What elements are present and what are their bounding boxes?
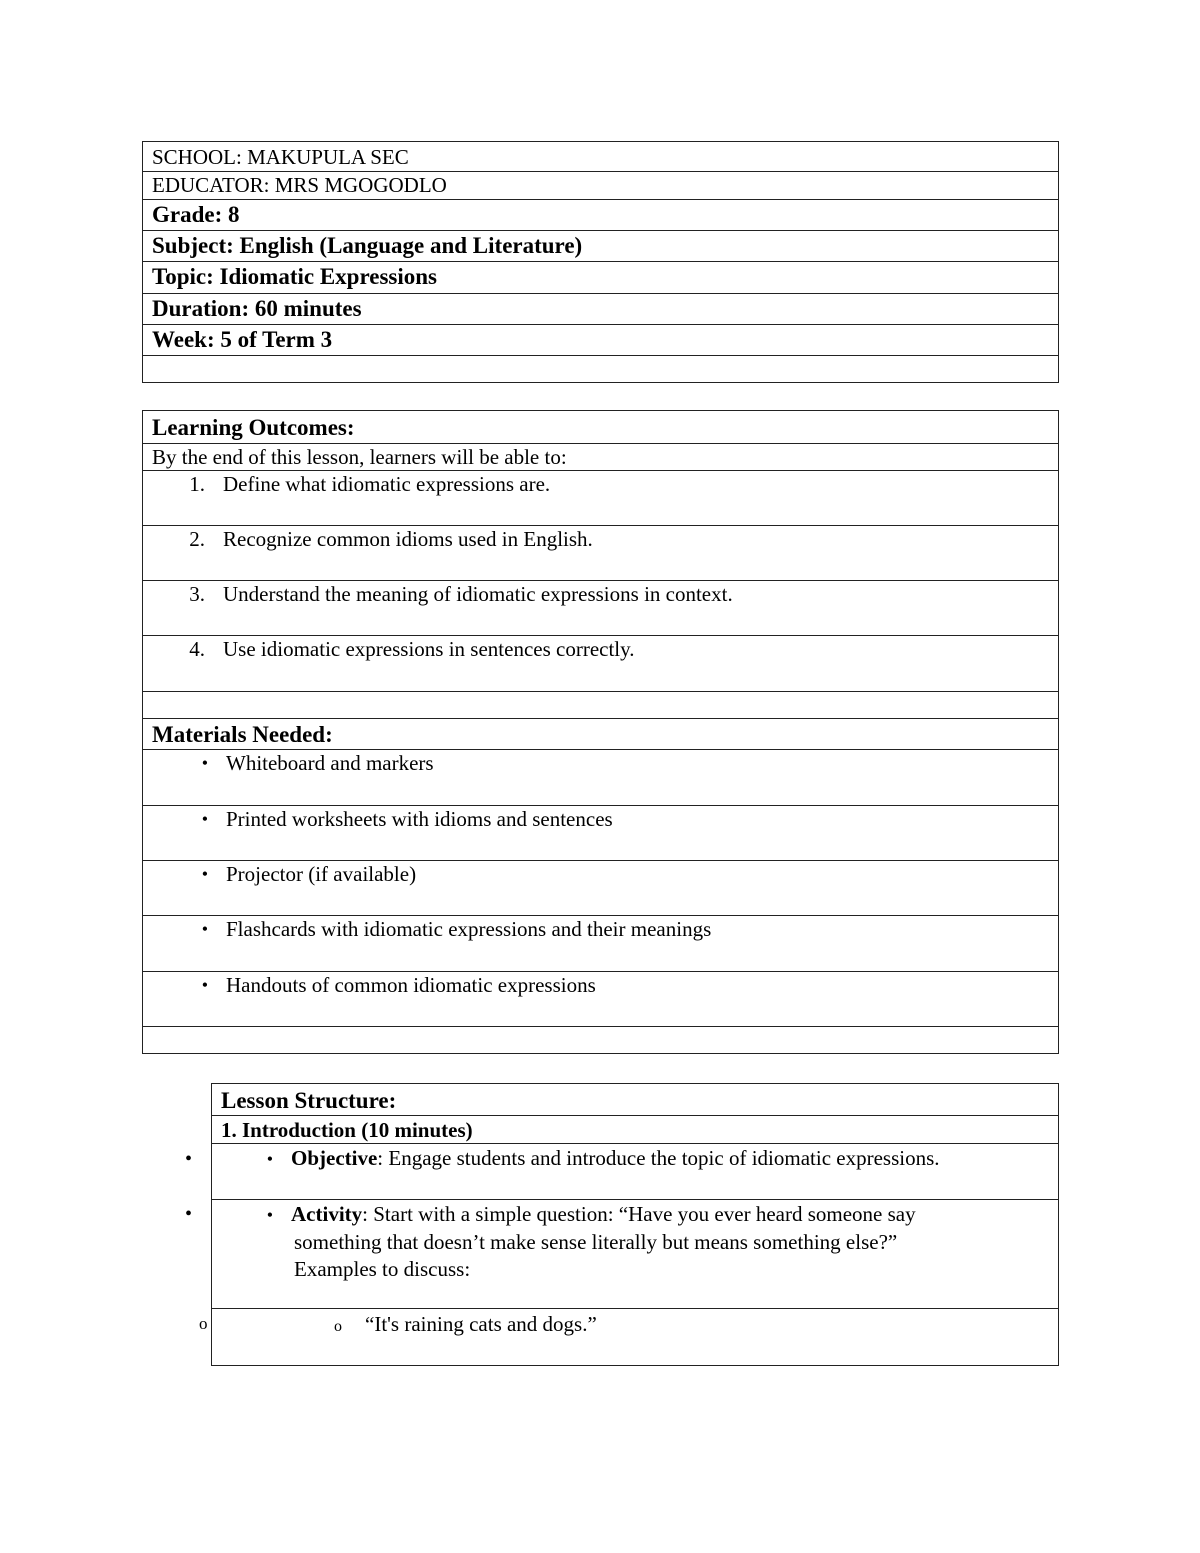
material-item (143, 806, 1059, 861)
material-item (143, 916, 1059, 972)
educator-cell: EDUCATOR: MRS MGOGODLO (143, 172, 1059, 200)
activity-text-line3: Examples to discuss: (294, 1257, 471, 1281)
objective-label: Objective (291, 1146, 378, 1170)
outcome-number: 2. (189, 527, 205, 551)
sub-bullet-icon: o (334, 1318, 342, 1335)
topic-cell: Topic: Idiomatic Expressions (143, 262, 1059, 294)
material-text: Handouts of common idiomatic expressions (226, 973, 596, 997)
material-text: Projector (if available) (226, 862, 417, 886)
objective-row (212, 1144, 1059, 1200)
section-heading: 1. Introduction (10 minutes) (212, 1116, 1059, 1144)
subject-cell: Subject: English (Language and Literature) (143, 231, 1059, 262)
activity-label: Activity (291, 1202, 363, 1226)
outcome-text: Define what idiomatic expressions are. (223, 472, 551, 496)
duration-cell: Duration: 60 minutes (143, 294, 1059, 325)
objective-text: : Engage students and introduce the topic of idiomatic expressions. (377, 1146, 940, 1170)
material-text: Printed worksheets with idioms and sentences (226, 807, 613, 831)
bullet-icon: • (201, 919, 208, 939)
outcomes-materials-table (142, 410, 1059, 1054)
activity-text-line2: something that doesn’t make sense literally but means something else?” (294, 1230, 898, 1254)
week-cell: Week: 5 of Term 3 (143, 325, 1059, 356)
margin-bullet-icon: • (185, 1203, 193, 1225)
outcome-text: Understand the meaning of idiomatic expressions in context. (223, 582, 733, 606)
example-row (212, 1309, 1059, 1366)
school-cell: SCHOOL: MAKUPULA SEC (143, 142, 1059, 172)
material-item (143, 750, 1059, 806)
material-item (143, 972, 1059, 1027)
lesson-heading: Lesson Structure: (212, 1084, 1059, 1116)
material-text: Flashcards with idiomatic expressions and their meanings (226, 917, 712, 941)
material-text: Whiteboard and markers (226, 751, 434, 775)
grade-cell: Grade: 8 (143, 200, 1059, 231)
outcome-item (143, 636, 1059, 692)
activity-row (212, 1200, 1059, 1309)
outcome-number: 1. (189, 472, 205, 496)
bullet-icon: • (201, 975, 208, 995)
outcome-item (143, 581, 1059, 636)
activity-text-line1: : Start with a simple question: “Have you ever heard someone say (362, 1202, 916, 1226)
outcomes-heading: Learning Outcomes: (143, 411, 1059, 444)
outcome-item (143, 471, 1059, 526)
bullet-icon: • (266, 1149, 273, 1169)
outcome-item (143, 526, 1059, 581)
outcome-number: 3. (189, 582, 205, 606)
materials-heading: Materials Needed: (143, 719, 1059, 750)
outcomes-intro: By the end of this lesson, learners will be able to: (143, 444, 1059, 471)
margin-sub-bullet-icon: o (199, 1314, 208, 1333)
outcome-text: Use idiomatic expressions in sentences correctly. (223, 637, 635, 661)
bullet-icon: • (201, 809, 208, 829)
margin-bullet-icon: • (185, 1148, 193, 1170)
info-table (142, 141, 1059, 383)
bullet-icon: • (201, 753, 208, 773)
outcome-text: Recognize common idioms used in English. (223, 527, 593, 551)
outcome-number: 4. (189, 637, 205, 661)
example-text: “It's raining cats and dogs.” (365, 1312, 597, 1336)
material-item (143, 861, 1059, 916)
lesson-table (211, 1083, 1059, 1366)
empty-row (143, 356, 1059, 383)
empty-row (143, 1027, 1059, 1054)
bullet-icon: • (201, 864, 208, 884)
bullet-icon: • (266, 1205, 273, 1225)
empty-row (143, 692, 1059, 719)
